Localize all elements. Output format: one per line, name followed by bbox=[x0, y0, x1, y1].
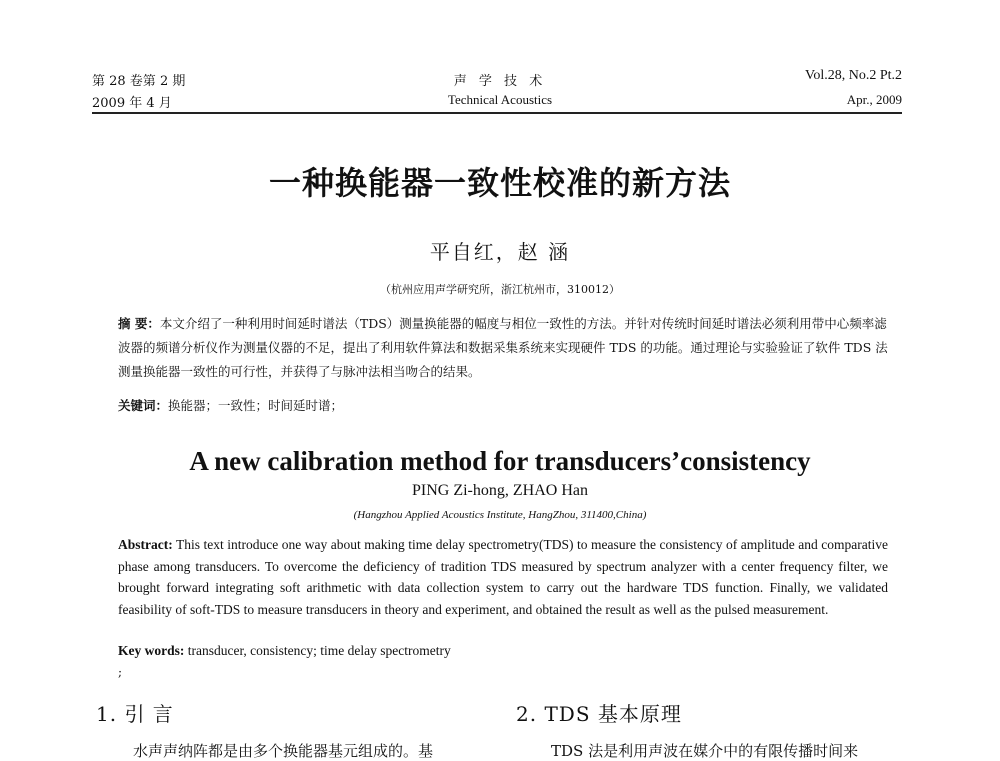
keywords-en-text: transducer, consistency; time delay spectrometry bbox=[184, 643, 451, 658]
journal-name-en: Technical Acoustics bbox=[447, 92, 553, 107]
keywords-en-label: Key words: bbox=[118, 643, 185, 658]
keywords-cn bbox=[118, 396, 343, 414]
paper-title-cn: 一种换能器一致性校准的新方法 bbox=[268, 164, 731, 202]
abstract-en-label: Abstract: bbox=[118, 537, 173, 552]
keywords-cn-text: 换能器；一致性；时间延时谱； bbox=[168, 398, 344, 413]
volume-issue-cn: 第 28 卷第 2 期 bbox=[92, 74, 186, 89]
abstract-cn-label: 摘 要： bbox=[118, 316, 160, 331]
authors-cn: 平自红，赵 涵 bbox=[429, 240, 571, 264]
journal-name-cn: 声 学 技 术 bbox=[453, 74, 547, 89]
section-1-text: 水声声纳阵都是由多个换能器基元组成的。基 bbox=[133, 742, 434, 760]
authors-en: PING Zi-hong, ZHAO Han bbox=[412, 482, 588, 499]
section-2-text: TDS 法是利用声波在媒介中的有限传播时间来 bbox=[551, 742, 859, 760]
volume-issue-en: Vol.28, No.2 Pt.2 bbox=[805, 68, 902, 83]
abstract-cn-text: 本文介绍了一种利用时间延时谱法（TDS）测量换能器的幅度与相位一致性的方法。并针对传统时间延时谱法必须利用带中心频率滤波器的频谱分析仪作为测量仪器的不足，提出了利用软件算法和数据采集系统来实现硬件 TDS 的功能。通过理论与实验验证了软件 TDS 法测量换能器一致性的可行性，并获得了与脉冲法相当吻合的结果。 bbox=[118, 316, 888, 379]
header-rule bbox=[92, 112, 902, 114]
abstract-en bbox=[118, 534, 888, 620]
stray-mark: ; bbox=[118, 665, 123, 679]
paper-title-en: A new calibration method for transducers’consistency bbox=[189, 446, 811, 476]
abstract-cn bbox=[118, 312, 888, 384]
keywords-en bbox=[118, 643, 451, 659]
keywords-cn-label: 关键词： bbox=[118, 398, 169, 413]
date-cn: 2009 年 4 月 bbox=[92, 96, 172, 111]
affiliation-en: (Hangzhou Applied Acoustics Institute, HangZhou, 311400,China) bbox=[353, 509, 647, 521]
date-en: Apr., 2009 bbox=[846, 92, 902, 107]
section-1-heading: 1. 引 言 bbox=[96, 702, 174, 726]
section-2-heading: 2. TDS 基本原理 bbox=[516, 702, 682, 726]
abstract-en-text: This text introduce one way about making time delay spectrometry(TDS) to measure the consistency of amplitude and comparative phase among transducers. To overcome the deficiency of tradition TDS measured by spectrum analyzer with a center frequency filter, we brought forward integrating soft arithmetic with data collection system to carry out the hardware TDS function. Finally, we validated feasibility of soft-TDS to measure transducers in theory and experiment, and obtained the result as well as the pulsed measurement. bbox=[118, 537, 888, 617]
affiliation-cn: （杭州应用声学研究所，浙江杭州市，310012） bbox=[380, 283, 620, 296]
